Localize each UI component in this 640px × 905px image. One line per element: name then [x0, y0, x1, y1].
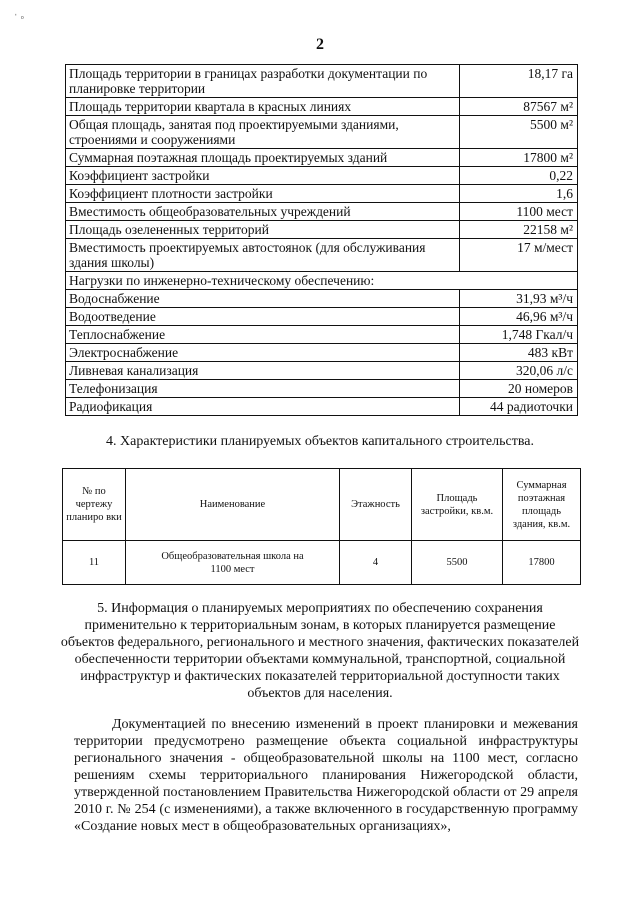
table-row	[66, 203, 578, 221]
row-label: Теплоснабжение	[66, 326, 460, 344]
table-row	[66, 221, 578, 239]
row-label: Площадь озелененных территорий	[66, 221, 460, 239]
row-label: Вместимость проектируемых автостоянок (для обслуживания здания школы)	[66, 239, 460, 272]
row-value: 0,22	[460, 167, 578, 185]
row-label: Водоснабжение	[66, 290, 460, 308]
cell-floors: 4	[340, 541, 412, 585]
col-header-area: Площадь застройки, кв.м.	[412, 469, 503, 541]
section4-title: 4. Характеристики планируемых объектов капитального строительства.	[106, 434, 534, 449]
table-row	[66, 380, 578, 398]
row-value: 17800 м²	[460, 149, 578, 167]
row-label: Радиофикация	[66, 398, 460, 416]
row-value: 320,06 л/с	[460, 362, 578, 380]
row-value: 5500 м²	[460, 116, 578, 149]
table-row	[66, 326, 578, 344]
cell-number: 11	[63, 541, 126, 585]
row-value: 17 м/мест	[460, 239, 578, 272]
table-row	[66, 167, 578, 185]
row-label: Суммарная поэтажная площадь проектируемых зданий	[66, 149, 460, 167]
indicators-table	[65, 64, 578, 416]
cell-area: 5500	[412, 541, 503, 585]
row-value: 44 радиоточки	[460, 398, 578, 416]
col-header-floors: Этажность	[340, 469, 412, 541]
row-label: Площадь территории в границах разработки документации по планировке территории	[66, 65, 460, 98]
row-label: Площадь территории квартала в красных линиях	[66, 98, 460, 116]
col-header-name: Наименование	[126, 469, 340, 541]
row-value: 1100 мест	[460, 203, 578, 221]
row-label: Вместимость общеобразовательных учреждений	[66, 203, 460, 221]
table-row	[66, 116, 578, 149]
body-paragraph-text: Документацией по внесению изменений в проект планировки и межевания территории предусмотрено размещение объекта социальной инфраструктуры регионального значения - общеобразовательной школы на 1100 мест, согласно решениям схемы территориального планирования Нижегородской области, утвержденной постановлением Правительства Нижегородской области от 29 апреля 2010 г. № 254 (с изменениями), а также включенного в государственную программу «Создание новых мест в общеобразовательных организациях»,	[74, 717, 578, 834]
row-value: 22158 м²	[460, 221, 578, 239]
table-row	[66, 308, 578, 326]
cell-name: Общеобразовательная школа на 1100 мест	[126, 541, 340, 585]
row-label: Электроснабжение	[66, 344, 460, 362]
row-value: 87567 м²	[460, 98, 578, 116]
row-label: Телефонизация	[66, 380, 460, 398]
row-value: 31,93 м³/ч	[460, 290, 578, 308]
row-label: Ливневая канализация	[66, 362, 460, 380]
row-label: Коэффициент застройки	[66, 167, 460, 185]
row-label: Общая площадь, занятая под проектируемыми зданиями, строениями и сооружениями	[66, 116, 460, 149]
table-row	[66, 362, 578, 380]
row-value: 18,17 га	[460, 65, 578, 98]
body-paragraph	[74, 716, 578, 835]
row-value: 1,748 Гкал/ч	[460, 326, 578, 344]
engineering-header: Нагрузки по инженерно-техническому обеспечению:	[66, 272, 578, 290]
table-row	[66, 98, 578, 116]
row-value: 46,96 м³/ч	[460, 308, 578, 326]
objects-table	[62, 468, 581, 585]
table-row	[66, 290, 578, 308]
row-value: 483 кВт	[460, 344, 578, 362]
row-value: 20 номеров	[460, 380, 578, 398]
row-label: Коэффициент плотности застройки	[66, 185, 460, 203]
table-row	[66, 185, 578, 203]
table-row	[66, 398, 578, 416]
table-row	[66, 239, 578, 272]
col-header-number: № по чертежу планиро вки	[63, 469, 126, 541]
scan-mark: ˈ ◦	[14, 12, 25, 24]
section5-title: 5. Информация о планируемых мероприятиях по обеспечению сохранения применительно к территориальным зонам, в которых планируется размещение объектов федерального, регионального и местного значения, фактических показателей обеспеченности территории объектами коммунальной, транспортной, социальной инфраструктур и фактических показателей территориальной доступности таких объектов для населения.	[60, 601, 580, 701]
row-label: Водоотведение	[66, 308, 460, 326]
table-row	[66, 272, 578, 290]
table-row	[66, 149, 578, 167]
row-value: 1,6	[460, 185, 578, 203]
col-header-total: Суммарная поэтажная площадь здания, кв.м.	[503, 469, 581, 541]
table-row	[66, 344, 578, 362]
page-number: 2	[316, 36, 324, 53]
cell-total: 17800	[503, 541, 581, 585]
table-row	[66, 65, 578, 98]
